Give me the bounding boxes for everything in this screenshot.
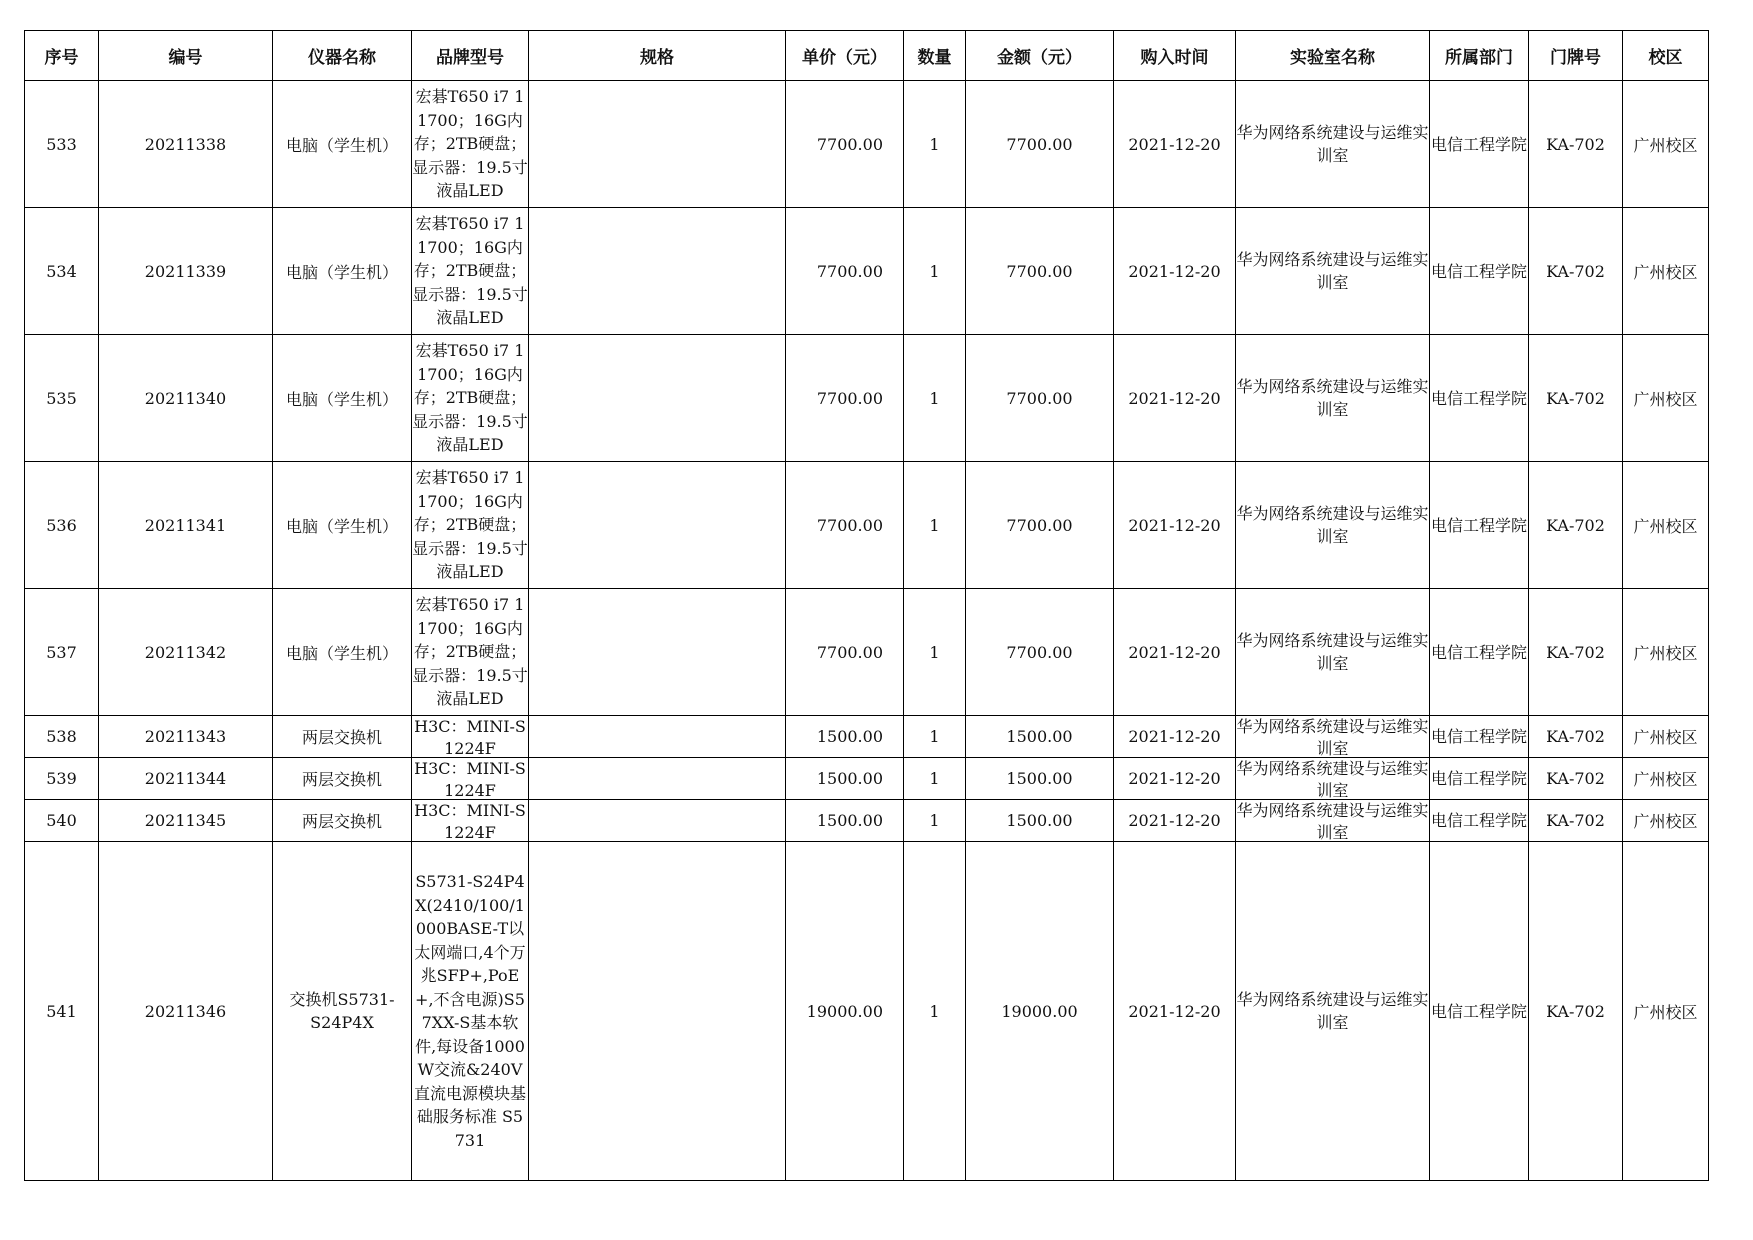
cell-room: KA-702 (1529, 462, 1623, 589)
cell-campus: 广州校区 (1623, 335, 1709, 462)
header-code: 编号 (99, 31, 273, 81)
cell-model (412, 208, 529, 335)
cell-amount: 1500.00 (966, 758, 1114, 800)
dept-text: 电信工程学院 (1430, 768, 1527, 788)
table-row (25, 800, 1709, 842)
cell-dept (1430, 800, 1529, 842)
cell-qty: 1 (904, 81, 966, 208)
model-text: 宏碁T650 i7 11700；16G内存；2TB硬盘；显示器：19.5寸液晶LED (412, 468, 528, 582)
cell-room: KA-702 (1529, 208, 1623, 335)
cell-price: 19000.00 (786, 842, 904, 1181)
cell-lab (1236, 462, 1430, 589)
cell-amount: 7700.00 (966, 462, 1114, 589)
cell-name (273, 842, 412, 1181)
model-text: 宏碁T650 i7 11700；16G内存；2TB硬盘；显示器：19.5寸液晶LED (412, 214, 528, 328)
cell-seq: 534 (25, 208, 99, 335)
cell-lab (1236, 842, 1430, 1181)
name-text: 交换机S5731-S24P4X (289, 990, 395, 1032)
cell-qty: 1 (904, 335, 966, 462)
cell-model (412, 462, 529, 589)
dept-text: 电信工程学院 (1430, 1001, 1527, 1021)
cell-seq: 535 (25, 335, 99, 462)
cell-spec (529, 81, 786, 208)
cell-qty: 1 (904, 462, 966, 589)
dept-text: 电信工程学院 (1430, 810, 1527, 830)
cell-date: 2021-12-20 (1114, 335, 1236, 462)
cell-spec (529, 758, 786, 800)
cell-lab (1236, 335, 1430, 462)
cell-spec (529, 716, 786, 758)
cell-seq: 538 (25, 716, 99, 758)
table-row (25, 758, 1709, 800)
cell-code: 20211342 (99, 589, 273, 716)
cell-seq: 541 (25, 842, 99, 1181)
lab-text: 华为网络系统建设与运维实训室 (1236, 990, 1429, 1032)
lab-text: 华为网络系统建设与运维实训室 (1236, 759, 1429, 799)
lab-text: 华为网络系统建设与运维实训室 (1236, 504, 1429, 546)
header-room: 门牌号 (1529, 31, 1623, 81)
cell-campus: 广州校区 (1623, 758, 1709, 800)
cell-spec (529, 800, 786, 842)
cell-dept (1430, 335, 1529, 462)
header-spec: 规格 (529, 31, 786, 81)
cell-name: 电脑（学生机） (273, 462, 412, 589)
model-text: 宏碁T650 i7 11700；16G内存；2TB硬盘；显示器：19.5寸液晶LED (412, 87, 528, 201)
lab-text: 华为网络系统建设与运维实训室 (1236, 717, 1429, 757)
cell-amount: 7700.00 (966, 81, 1114, 208)
header-name: 仪器名称 (273, 31, 412, 81)
cell-seq: 536 (25, 462, 99, 589)
cell-qty: 1 (904, 842, 966, 1181)
lab-text: 华为网络系统建设与运维实训室 (1236, 631, 1429, 673)
cell-price: 1500.00 (786, 758, 904, 800)
dept-text: 电信工程学院 (1430, 261, 1527, 281)
cell-name: 两层交换机 (273, 716, 412, 758)
cell-room: KA-702 (1529, 842, 1623, 1181)
cell-name: 两层交换机 (273, 758, 412, 800)
lab-text: 华为网络系统建设与运维实训室 (1236, 250, 1429, 292)
cell-model (412, 335, 529, 462)
cell-amount: 19000.00 (966, 842, 1114, 1181)
cell-name: 电脑（学生机） (273, 81, 412, 208)
cell-amount: 7700.00 (966, 335, 1114, 462)
table-row (25, 208, 1709, 335)
cell-room: KA-702 (1529, 716, 1623, 758)
table-row (25, 462, 1709, 589)
table-row (25, 589, 1709, 716)
cell-room: KA-702 (1529, 335, 1623, 462)
header-campus: 校区 (1623, 31, 1709, 81)
cell-campus: 广州校区 (1623, 716, 1709, 758)
lab-text: 华为网络系统建设与运维实训室 (1236, 123, 1429, 165)
cell-date: 2021-12-20 (1114, 462, 1236, 589)
cell-price: 7700.00 (786, 589, 904, 716)
cell-lab (1236, 800, 1430, 842)
cell-name: 电脑（学生机） (273, 335, 412, 462)
cell-campus: 广州校区 (1623, 462, 1709, 589)
cell-model (412, 81, 529, 208)
cell-campus: 广州校区 (1623, 842, 1709, 1181)
header-price: 单价（元） (786, 31, 904, 81)
model-text: S5731-S24P4X(2410/100/1000BASE-T以太网端口,4个万兆SFP+,PoE+,不含电源)S57XX-S基本软件,每设备1000W交流&240V直流电源模块基础服务标准 S5731 (413, 872, 526, 1150)
header-dept: 所属部门 (1430, 31, 1529, 81)
cell-room: KA-702 (1529, 758, 1623, 800)
cell-date: 2021-12-20 (1114, 208, 1236, 335)
cell-dept (1430, 716, 1529, 758)
cell-model (412, 589, 529, 716)
cell-lab (1236, 208, 1430, 335)
cell-model (412, 716, 529, 758)
model-text: 宏碁T650 i7 11700；16G内存；2TB硬盘；显示器：19.5寸液晶LED (412, 341, 528, 455)
cell-dept (1430, 462, 1529, 589)
model-text: H3C：MINI-S1224F (414, 759, 526, 799)
table-row (25, 335, 1709, 462)
dept-text: 电信工程学院 (1430, 388, 1527, 408)
cell-code: 20211346 (99, 842, 273, 1181)
cell-code: 20211343 (99, 716, 273, 758)
header-lab: 实验室名称 (1236, 31, 1430, 81)
cell-spec (529, 208, 786, 335)
cell-campus: 广州校区 (1623, 208, 1709, 335)
cell-price: 1500.00 (786, 716, 904, 758)
cell-price: 7700.00 (786, 81, 904, 208)
cell-code: 20211344 (99, 758, 273, 800)
cell-dept (1430, 81, 1529, 208)
cell-qty: 1 (904, 800, 966, 842)
header-row (25, 31, 1709, 81)
cell-model (412, 758, 529, 800)
cell-code: 20211339 (99, 208, 273, 335)
header-date: 购入时间 (1114, 31, 1236, 81)
lab-text: 华为网络系统建设与运维实训室 (1236, 801, 1429, 841)
cell-dept (1430, 758, 1529, 800)
cell-model (412, 842, 529, 1181)
cell-lab (1236, 716, 1430, 758)
model-text: H3C：MINI-S1224F (414, 801, 526, 841)
cell-date: 2021-12-20 (1114, 758, 1236, 800)
header-amount: 金额（元） (966, 31, 1114, 81)
cell-qty: 1 (904, 716, 966, 758)
cell-spec (529, 842, 786, 1181)
cell-dept (1430, 208, 1529, 335)
table-row (25, 81, 1709, 208)
cell-name: 电脑（学生机） (273, 208, 412, 335)
cell-lab (1236, 589, 1430, 716)
cell-name: 电脑（学生机） (273, 589, 412, 716)
header-model: 品牌型号 (412, 31, 529, 81)
cell-price: 7700.00 (786, 208, 904, 335)
model-text: 宏碁T650 i7 11700；16G内存；2TB硬盘；显示器：19.5寸液晶LED (412, 595, 528, 709)
dept-text: 电信工程学院 (1430, 726, 1527, 746)
cell-seq: 539 (25, 758, 99, 800)
cell-room: KA-702 (1529, 81, 1623, 208)
cell-amount: 7700.00 (966, 589, 1114, 716)
cell-campus: 广州校区 (1623, 800, 1709, 842)
cell-qty: 1 (904, 589, 966, 716)
dept-text: 电信工程学院 (1430, 515, 1527, 535)
cell-code: 20211338 (99, 81, 273, 208)
cell-code: 20211345 (99, 800, 273, 842)
cell-price: 7700.00 (786, 462, 904, 589)
cell-amount: 1500.00 (966, 800, 1114, 842)
table-row (25, 842, 1709, 1181)
cell-date: 2021-12-20 (1114, 842, 1236, 1181)
cell-code: 20211340 (99, 335, 273, 462)
cell-dept (1430, 589, 1529, 716)
cell-name: 两层交换机 (273, 800, 412, 842)
equipment-table (24, 30, 1709, 1181)
cell-qty: 1 (904, 208, 966, 335)
dept-text: 电信工程学院 (1430, 642, 1527, 662)
cell-date: 2021-12-20 (1114, 800, 1236, 842)
model-text: H3C：MINI-S1224F (414, 717, 526, 757)
cell-qty: 1 (904, 758, 966, 800)
cell-amount: 7700.00 (966, 208, 1114, 335)
header-seq: 序号 (25, 31, 99, 81)
cell-seq: 540 (25, 800, 99, 842)
cell-code: 20211341 (99, 462, 273, 589)
cell-lab (1236, 81, 1430, 208)
cell-amount: 1500.00 (966, 716, 1114, 758)
cell-campus: 广州校区 (1623, 81, 1709, 208)
cell-seq: 537 (25, 589, 99, 716)
cell-price: 7700.00 (786, 335, 904, 462)
cell-lab (1236, 758, 1430, 800)
cell-spec (529, 335, 786, 462)
cell-seq: 533 (25, 81, 99, 208)
cell-spec (529, 589, 786, 716)
dept-text: 电信工程学院 (1430, 134, 1527, 154)
cell-model (412, 800, 529, 842)
cell-price: 1500.00 (786, 800, 904, 842)
cell-campus: 广州校区 (1623, 589, 1709, 716)
cell-date: 2021-12-20 (1114, 589, 1236, 716)
header-qty: 数量 (904, 31, 966, 81)
cell-date: 2021-12-20 (1114, 716, 1236, 758)
cell-dept (1430, 842, 1529, 1181)
cell-date: 2021-12-20 (1114, 81, 1236, 208)
cell-spec (529, 462, 786, 589)
table-row (25, 716, 1709, 758)
cell-room: KA-702 (1529, 589, 1623, 716)
lab-text: 华为网络系统建设与运维实训室 (1236, 377, 1429, 419)
cell-room: KA-702 (1529, 800, 1623, 842)
